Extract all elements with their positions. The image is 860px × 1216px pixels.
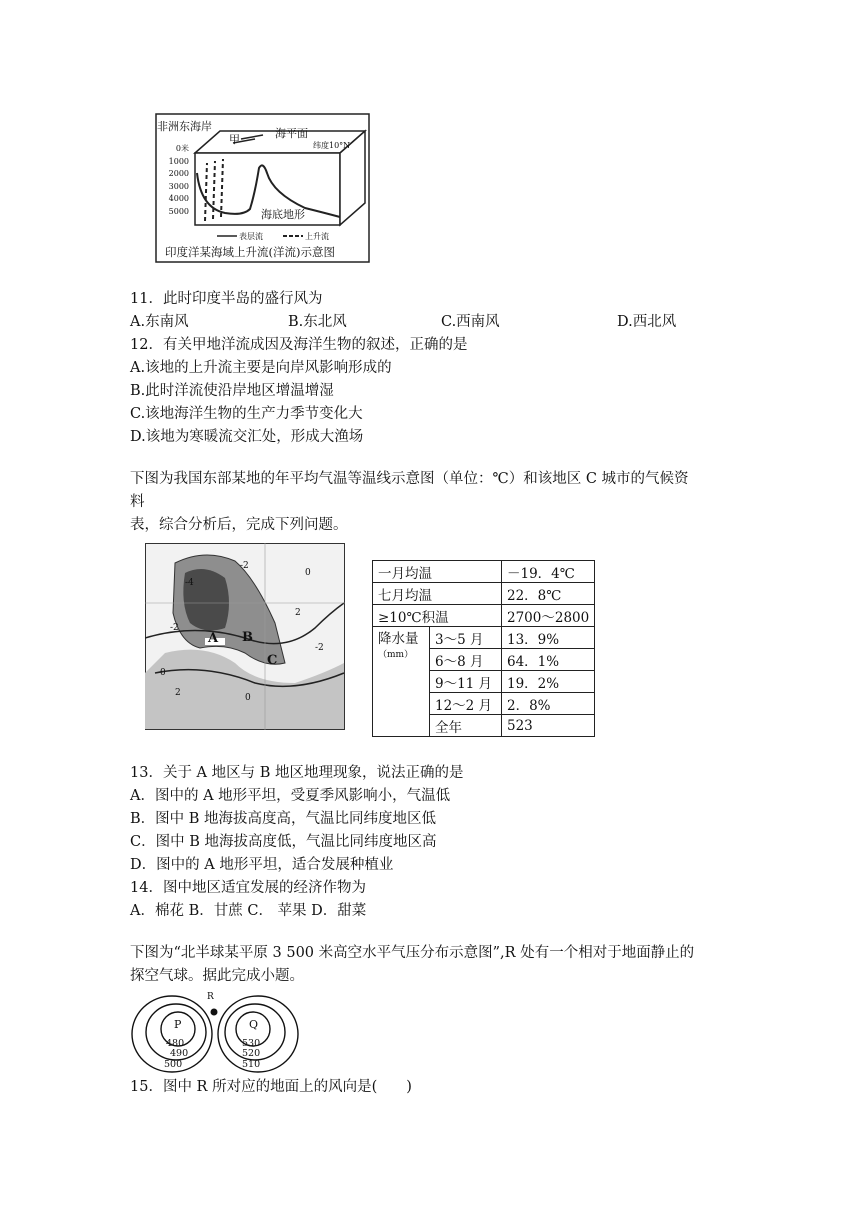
coast-label: 非洲东海岸 — [157, 120, 212, 133]
figure-caption: 印度洋某海域上升流(洋流)示意图 — [165, 245, 335, 259]
isotherm-label: -4 — [185, 578, 194, 588]
intro3-line1: 下图为“北半球某平原 3 500 米高空水平气压分布示意图”,R 处有一个相对于地面静止的 — [130, 945, 695, 961]
table-cell: 3～5 月 — [430, 627, 502, 649]
r-label: R — [207, 992, 214, 1002]
table-cell: 6～8 月 — [430, 649, 502, 671]
q12-option-c: C.该地海洋生物的生产力季节变化大 — [130, 406, 363, 422]
legend-surface: 表层流 — [239, 232, 263, 241]
depth-label: 3000 — [168, 181, 189, 191]
q13-option-a: A．图中的 A 地形平坦，受夏季风影响小，气温低 — [130, 788, 451, 804]
isobar-label: 530 — [242, 1038, 261, 1049]
isotherm-label: 2 — [175, 688, 181, 698]
sea-surface-label: 海平面 — [275, 127, 308, 140]
q12-option-d: D.该地为寒暖流交汇处，形成大渔场 — [130, 429, 364, 445]
intro2-line2: 料 — [130, 494, 145, 510]
intro2-line3: 表，综合分析后，完成下列问题。 — [130, 517, 348, 533]
q11-option-d: D.西北风 — [617, 314, 677, 330]
depth-label: 5000 — [168, 206, 189, 216]
table-cell: 一月均温 — [373, 561, 502, 583]
q11-option-a: A.东南风 — [130, 314, 189, 330]
seafloor-label: 海底地形 — [261, 208, 305, 221]
table-cell: 64．1% — [502, 649, 595, 671]
isotherm-label: 0 — [245, 693, 251, 703]
table-row — [373, 605, 595, 627]
q12-option-a: A.该地的上升流主要是向岸风影响形成的 — [130, 360, 392, 376]
table-cell: 13．9% — [502, 627, 595, 649]
precip-unit: （mm） — [378, 650, 414, 660]
isobar-label: 490 — [170, 1048, 189, 1059]
q11-option-b: B.东北风 — [288, 314, 347, 330]
q13-option-d: D．图中的 A 地形平坦，适合发展种植业 — [130, 857, 394, 873]
q-label: Q — [249, 1018, 259, 1031]
latitude-label: 纬度10°N — [313, 141, 351, 150]
precip-label: 降水量 — [378, 631, 419, 647]
isobar-label: 510 — [242, 1059, 261, 1070]
isotherm-label: -2 — [315, 643, 324, 653]
depth-label: 2000 — [168, 169, 189, 178]
site-label: 甲 — [229, 133, 240, 146]
p-label: P — [174, 1018, 182, 1031]
table-cell: 2700～2800 — [502, 605, 595, 627]
depth-axis — [165, 143, 189, 218]
intro3-line2: 探空气球。据此完成小题。 — [130, 968, 304, 984]
legend-upwelling: 上升流 — [305, 232, 329, 241]
isobar-label: 520 — [242, 1048, 261, 1059]
isotherm-label: -2 — [170, 623, 179, 633]
table-cell: 2．8% — [502, 693, 595, 715]
climate-table — [372, 560, 595, 737]
table-cell: －19．4℃ — [502, 561, 595, 583]
precip-header-cell — [373, 627, 430, 737]
q14-stem: 14．图中地区适宜发展的经济作物为 — [130, 880, 366, 896]
isotherm-label: 0 — [305, 568, 311, 578]
isotherm-map — [145, 543, 345, 730]
pressure-diagram — [130, 992, 300, 1074]
table-row — [373, 583, 595, 605]
depth-label: 0米 — [175, 144, 189, 153]
depth-label: 1000 — [168, 156, 189, 166]
table-cell: 全年 — [430, 715, 502, 737]
isobar-label: 500 — [164, 1059, 183, 1070]
intro2-line1: 下图为我国东部某地的年平均气温等温线示意图（单位：℃）和该地区 C 城市的气候资 — [130, 471, 689, 487]
q13-option-b: B．图中 B 地海拔高度高，气温比同纬度地区低 — [130, 811, 437, 827]
table-row — [373, 627, 595, 649]
table-cell: 9～11 月 — [430, 671, 502, 693]
table-cell: 七月均温 — [373, 583, 502, 605]
table-cell: 523 — [502, 715, 595, 737]
q14-options: A．棉花 B．甘蔗 C． 苹果 D．甜菜 — [130, 903, 367, 919]
table-cell: 22．8℃ — [502, 583, 595, 605]
q13-stem: 13．关于 A 地区与 B 地区地理现象，说法正确的是 — [130, 765, 464, 781]
isotherm-label: -2 — [240, 561, 249, 571]
depth-label: 4000 — [168, 194, 189, 203]
table-row — [373, 561, 595, 583]
q15-stem: 15．图中 R 所对应的地面上的风向是( ) — [130, 1079, 412, 1095]
isotherm-label: 2 — [295, 608, 301, 618]
isotherm-label: 0 — [160, 668, 166, 678]
q12-option-b: B.此时洋流使沿岸地区增温增湿 — [130, 383, 334, 399]
q13-option-c: C．图中 B 地海拔高度低，气温比同纬度地区高 — [130, 834, 437, 850]
q12-stem: 12．有关甲地洋流成因及海洋生物的叙述，正确的是 — [130, 337, 468, 353]
map-label-b: B — [242, 630, 253, 645]
table-cell: ≥10℃积温 — [373, 605, 502, 627]
map-label-c: C — [267, 653, 278, 668]
table-cell: 12～2 月 — [430, 693, 502, 715]
q11-stem: 11．此时印度半岛的盛行风为 — [130, 291, 323, 307]
upwelling-figure — [155, 113, 370, 263]
q11-option-c: C.西南风 — [441, 314, 500, 330]
map-label-a: A — [208, 631, 219, 646]
table-cell: 19．2% — [502, 671, 595, 693]
isobar-label: 480 — [166, 1038, 185, 1049]
